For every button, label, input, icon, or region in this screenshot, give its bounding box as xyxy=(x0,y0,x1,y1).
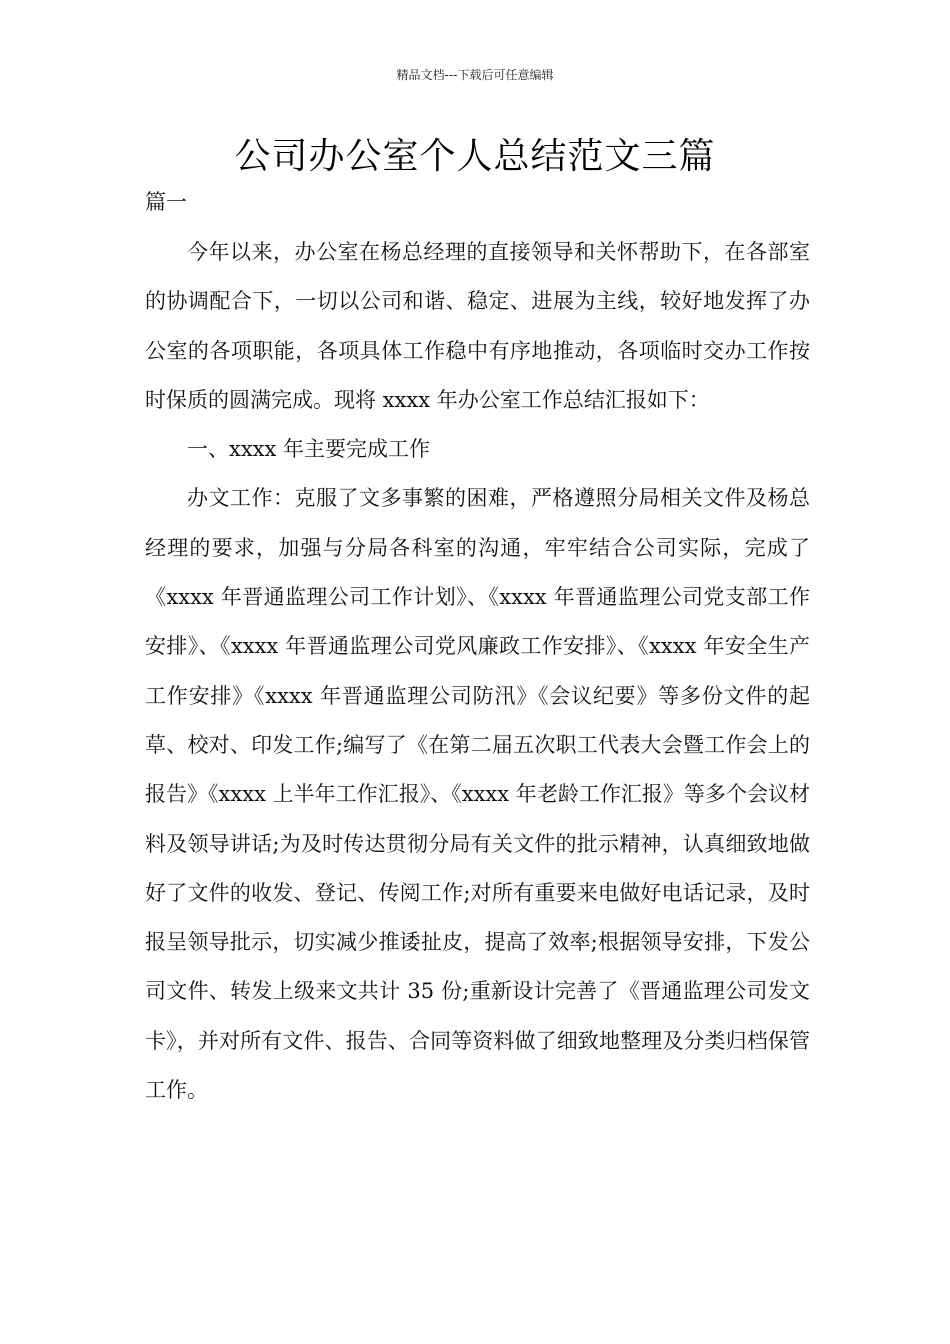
paragraph-intro: 今年以来，办公室在杨总经理的直接领导和关怀帮助下，在各部室的协调配合下，一切以公司和谐、稳定、进展为主线，较好地发挥了办公室的各项职能，各项具体工作稳中有序地推动，各项临时交办工作按时保质的圆满完成。现将 xxxx 年办公室工作总结汇报如下： xyxy=(145,240,810,412)
paragraph-heading: 一、xxxx 年主要完成工作 xyxy=(187,437,431,462)
document-title: 公司办公室个人总结范文三篇 xyxy=(234,136,716,177)
section-label: 篇一 xyxy=(145,190,187,214)
header-note: 精品文档---下载后可任意编辑 xyxy=(396,68,554,82)
paragraph-document-work: 办文工作：克服了文多事繁的困难，严格遵照分局相关文件及杨总经理的要求，加强与分局各科室的沟通，牢牢结合公司实际，完成了《xxxx 年晋通监理公司工作计划》、《xxxx 年晋通监理公司党支部工作安排》、《xxxx 年晋通监理公司党风廉政工作安排》、《xxxx 年安全生产工作安排》《xxxx 年晋通监理公司防汛》《会议纪要》等多份文件的起草、校对、印发工作;编写了《在第二届五次职工代表大会暨工作会上的报告》《xxxx 上半年工作汇报》、《xxxx 年老龄工作汇报》等多个会议材料及领导讲话;为及时传达贯彻分局有关文件的批示精神，认真细致地做好了文件的收发、登记、传阅工作;对所有重要来电做好电话记录，及时报呈领导批示，切实减少推诿扯皮，提高了效率;根据领导安排，下发公司文件、转发上级来文共计 35 份;重新设计完善了《晋通监理公司发文卡》，并对所有文件、报告、合同等资料做了细致地整理及分类归档保管工作。 xyxy=(145,486,810,1103)
body-text xyxy=(145,228,810,1115)
